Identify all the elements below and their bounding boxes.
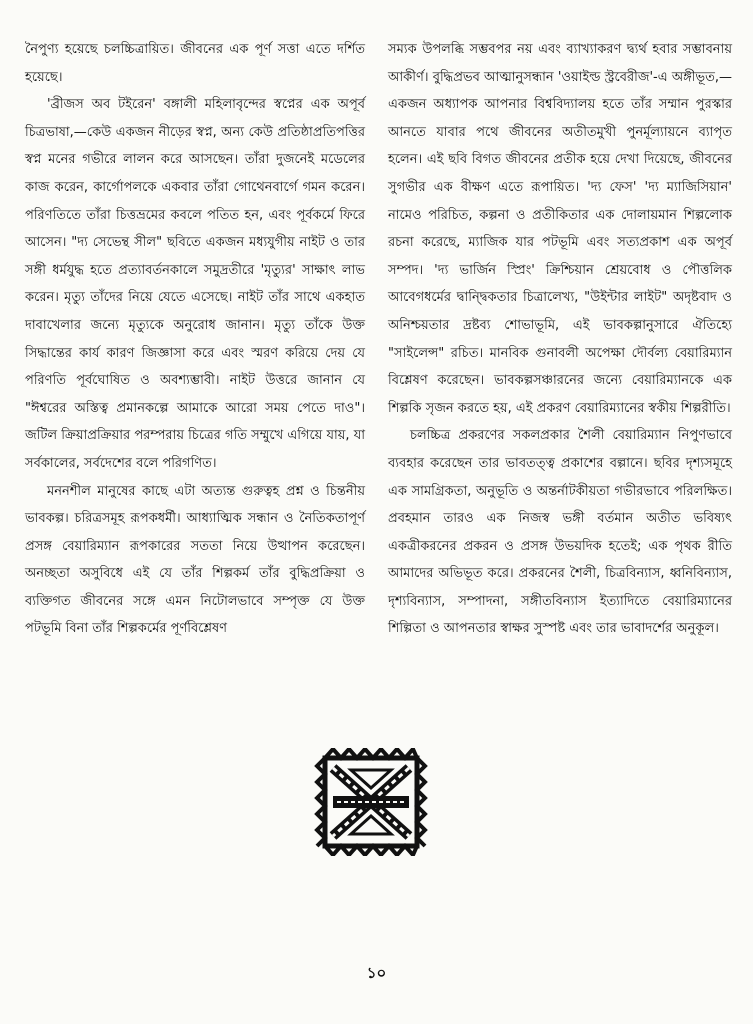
alpana-motif-icon	[307, 748, 435, 856]
left-paragraph-2: 'ব্রীজস অব টইরেন' বঙ্গালী মহিলাবৃন্দের স্বপ্নের এক অপূর্ব চিত্রভাষা,—কেউ একজন নীড়ের স্বপ্ন, অন্য কেউ প্রতিষ্ঠাপ্রতিপত্তির স্বপ্ন মনের গভীরে লালন করে আসছেন। তাঁরা দুজনেই মডেলের কাজ করেন, কার্গোপলকে একবার তাঁরা গোথেনবার্গে গমন করেন। পরিণতিতে তাঁরা চিত্তভ্রমের কবলে পতিত হন, এবং পূর্বকর্মে ফিরে আসেন। "দ্য সেভেন্থ সীল" ছবিতে একজন মধ্যযুগীয় নাইট ও তার সঙ্গী ধর্মযুদ্ধ হতে প্রত্যাবর্তনকালে সমুদ্রতীরে 'মৃত্যুর' সাক্ষাৎ লাভ করেন। মৃত্যু তাঁদের নিয়ে যেতে এসেছে। নাইট তাঁর সাথে একহাত দাবাখেলার জন্যে মৃত্যুকে অনুরোধ জানান। মৃত্যু তাঁকে উক্ত সিদ্ধান্তের কার্য কারণ জিজ্ঞাসা করে এবং স্মরণ করিয়ে দেয় যে পরিণতি পূর্বঘোষিত ও অবশ্যম্ভাবী। নাইট উত্তরে জানান যে "ঈশ্বরের অস্তিত্ব প্রমানকল্পে আমাকে আরো সময় পেতে দাও"। জটিল ক্রিয়াপ্রক্রিয়ার পরম্পরায় চিত্রের গতি সম্মুখে এগিয়ে যায়, যা সর্বকালের, সর্বদেশের বলে পরিগণিত।	[25, 97, 365, 471]
page-number: ১০	[366, 964, 387, 982]
left-paragraph-3: মননশীল মানুষের কাছে এটা অত্যন্ত গুরুত্বহ প্রশ্ন ও চিন্তনীয় ভাবকল্প। চরিত্রসমূহ রূপকধর্মী। আধ্যাত্মিক সন্ধান ও নৈতিকতাপূর্ণ প্রসঙ্গ বেয়ারিম্যান রূপকারের সততা নিয়ে উত্থাপন করেছেন। অনচ্ছতা অসুবিধে এই যে তাঁর শিল্পকর্ম তাঁর বুদ্ধিপ্রক্রিয়া ও ব্যক্তিগত জীবনের সঙ্গে এমন নিটোলভাবে সম্পৃক্ত যে উক্ত পটভূমি বিনা তাঁর শিল্পকর্মের পূর্ণবিশ্লেষণ	[25, 483, 365, 637]
left-column	[25, 36, 365, 643]
right-paragraph-2: চলচ্চিত্র প্রকরণের সকলপ্রকার শৈলী বেয়ারিম্যান নিপুণভাবে ব্যবহার করেছেন তার ভাবতত্ত্ব প্রকাশের বল্পানে। ছবির দৃশ্যসমূহে এক সামগ্রিকতা, অনুভূতি ও অন্তর্নাটকীয়তা গভীরভাবে পরিলক্ষিত। প্রবহমান তারও এক নিজস্ব ভঙ্গী বর্তমান অতীত ভবিষ্যৎ একত্রীকরনের প্রকরন ও প্রসঙ্গ উভয়দিক হতেই; এক পৃথক রীতি আমাদের অভিভূত করে। প্রকরনের শৈলী, চিত্রবিন্যাস, ধ্বনিবিন্যাস, দৃশ্যবিন্যাস, সম্পাদনা, সঙ্গীতবিন্যাস ইত্যাদিতে বেয়ারিম্যানের শিল্পিতা ও আপনতার স্বাক্ষর সুস্পষ্ট এবং তার ভাবাদর্শের অনুকূল।	[388, 428, 732, 637]
left-paragraph-1: নৈপুণ্য হয়েছে চলচ্চিত্রায়িত। জীবনের এক পূর্ণ সত্তা এতে দর্শিত হয়েছে।	[25, 42, 365, 85]
right-column	[388, 36, 732, 643]
right-paragraph-1: সম্যক উপলব্ধি সম্ভবপর নয় এবং ব্যাখ্যাকরণ দ্ব্যর্থ হবার সম্ভাবনায় আকীর্ণ। বুদ্ধিপ্রভব আত্মানুসন্ধান 'ওয়াইল্ড স্ট্রবেরীজ'-এ অঙ্গীভূত,—একজন অধ্যাপক আপনার বিশ্ববিদ্যালয় হতে তাঁর সম্মান পুরস্কার আনতে যাবার পথে জীবনের অতীতমুখী পুনর্মূল্যায়নে ব্যাপৃত হলেন। এই ছবি বিগত জীবনের প্রতীক হয়ে দেখা দিয়েছে, জীবনের সুগভীর এক বীক্ষণ এতে রূপায়িত। 'দ্য ফেস' 'দ্য ম্যাজিসিয়ান' নামেও পরিচিত, কল্পনা ও প্রতীকিতার এক দোলায়মান শিল্পলোক রচনা করেছে, ম্যাজিক যার পটভূমি এবং সত্যপ্রকাশ এক অপূর্ব সম্পদ। 'দ্য ভার্জিন স্প্রিং' ক্রিশ্চিয়ান শ্রেয়বোধ ও পৌত্তলিক আবেগধর্মের দ্বান্দ্বিকতার চিত্রালেখ্য, "উইন্টার লাইট" অদৃষ্টবাদ ও অনিশ্চয়তার দ্রষ্টব্য শোভাভূমি, এই ভাবকল্পানুসারে ঐতিহ্যে "সাইলেন্স" রচিত। মানবিক গুনাবলী অপেক্ষা দৌর্বল্য বেয়ারিম্যান বিশ্লেষণ করেছেন। ভাবকল্পসঞ্চারনের জন্যে বেয়ারিম্যানকে এক শিল্পকি সৃজন করতে হয়, এই প্রকরণ বেয়ারিম্যানের স্বকীয় শিল্পরীতি।	[388, 42, 732, 416]
